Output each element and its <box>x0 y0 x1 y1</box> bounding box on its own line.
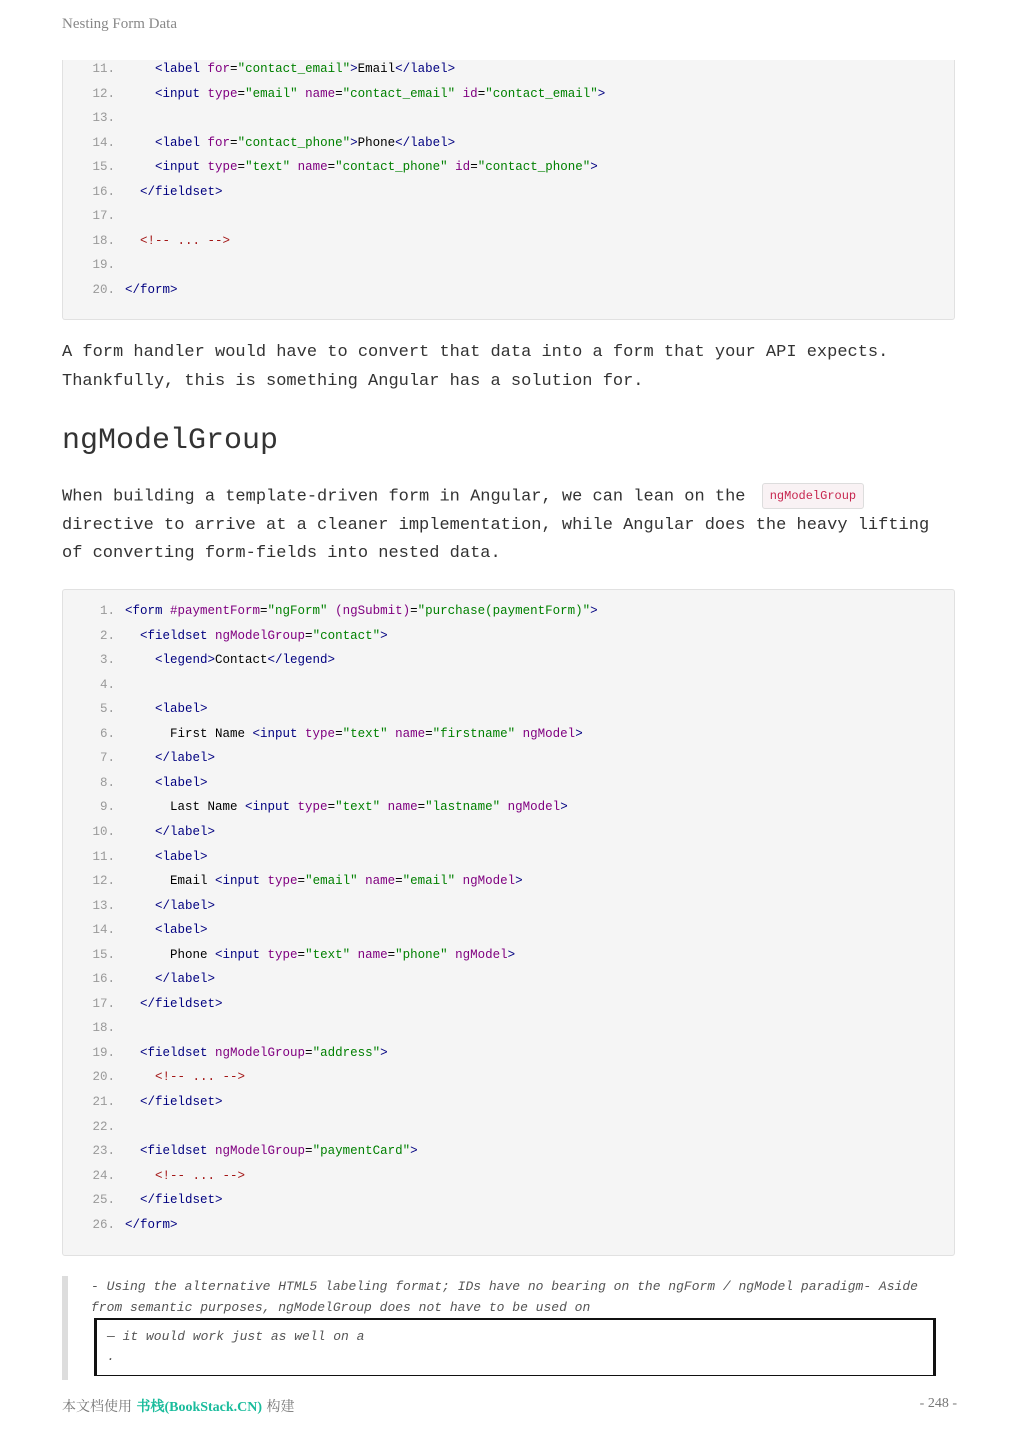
line-number: 12. <box>92 874 115 889</box>
line-number: 20. <box>92 1070 115 1085</box>
line-number: 22. <box>92 1119 115 1134</box>
paragraph-2 <box>62 483 957 569</box>
line-number: 21. <box>92 1095 115 1109</box>
line-number: 14. <box>92 923 115 938</box>
code-text: First Name <input type="text" name="firstname" ngModel> <box>125 726 583 741</box>
line-number: 3. <box>99 653 115 668</box>
line-number: 6. <box>99 726 115 741</box>
code-text: <form #paymentForm="ngForm" (ngSubmit)="purchase(paymentForm)"> <box>125 604 598 618</box>
line-number: 14. <box>92 135 115 150</box>
line-number: 19. <box>92 1045 115 1060</box>
paragraph-2-before: When building a template-driven form in Angular, we can lean on the <box>62 487 746 507</box>
line-number: 15. <box>92 947 115 962</box>
code-text: <fieldset ngModelGroup="address"> <box>140 1045 388 1060</box>
inline-code: ngModelGroup <box>762 483 864 509</box>
line-number: 13. <box>92 111 115 125</box>
line-number: 1. <box>99 604 115 618</box>
code-text: </fieldset> <box>140 1193 223 1208</box>
line-number: 2. <box>99 628 115 643</box>
code-text: <legend>Contact</legend> <box>155 653 336 668</box>
line-number: 8. <box>99 775 115 790</box>
code-text: <label> <box>155 923 208 938</box>
line-number: 20. <box>92 282 115 297</box>
blockquote-box-line-2: . <box>107 1349 115 1364</box>
code-text: </fieldset> <box>140 1095 223 1109</box>
line-number: 10. <box>92 824 115 839</box>
code-text: </label> <box>155 972 216 987</box>
footer-credit <box>62 1396 295 1416</box>
line-number: 17. <box>92 996 115 1011</box>
page-number: - 248 - <box>919 1396 957 1411</box>
code-text: <label> <box>155 775 208 790</box>
blockquote-bar <box>62 1276 68 1380</box>
code-block-1 <box>62 60 955 320</box>
line-number: 17. <box>92 209 115 223</box>
code-text: Last Name <input type="text" name="lastname" ngModel> <box>125 800 568 815</box>
line-number: 11. <box>92 849 115 864</box>
code-text: </fieldset> <box>140 996 223 1011</box>
code-text: <fieldset ngModelGroup="paymentCard"> <box>140 1144 418 1159</box>
blockquote-box-line-1: — it would work just as well on a <box>107 1329 365 1344</box>
line-number: 18. <box>92 1021 115 1036</box>
line-number: 23. <box>92 1144 115 1159</box>
code-block-2 <box>62 589 955 1256</box>
code-text: <label> <box>155 702 208 717</box>
section-heading: ngModelGroup <box>62 424 279 458</box>
code-text: <!-- ... --> <box>140 233 231 248</box>
line-number: 24. <box>92 1168 115 1183</box>
blockquote <box>62 1276 957 1380</box>
line-number: 18. <box>92 233 115 248</box>
line-number: 5. <box>99 702 115 717</box>
code-text: </fieldset> <box>140 184 223 199</box>
line-number: 19. <box>92 258 115 272</box>
code-text: </form> <box>125 282 178 297</box>
code-text: <!-- ... --> <box>155 1168 246 1183</box>
blockquote-text: - Using the alternative HTML5 labeling format; IDs have no bearing on the ngForm / ngModel paradigm- Aside from semantic purposes, ngModelGroup does not have to be used on <box>91 1279 918 1315</box>
code-text: <input type="email" name="contact_email" id="contact_email"> <box>155 86 606 101</box>
line-number: 4. <box>99 677 115 692</box>
footer-prefix: 本文档使用 <box>62 1399 137 1415</box>
code-text: <!-- ... --> <box>155 1070 246 1085</box>
line-number: 26. <box>92 1217 115 1232</box>
line-number: 16. <box>92 972 115 987</box>
line-number: 11. <box>92 62 115 76</box>
footer-suffix: 构建 <box>262 1399 295 1415</box>
line-number: 7. <box>99 751 115 766</box>
paragraph-1: A form handler would have to convert that data into a form that your API expects. Thankfully, this is something Angular has a solution for. <box>62 343 889 391</box>
code-text: </label> <box>155 751 216 766</box>
code-text: <label> <box>155 849 208 864</box>
line-number: 16. <box>92 184 115 199</box>
code-text: </label> <box>155 824 216 839</box>
line-number: 13. <box>92 898 115 913</box>
code-text: Phone <input type="text" name="phone" ngModel> <box>125 947 516 962</box>
paragraph-2-after: directive to arrive at a cleaner implementation, while Angular does the heavy lifting of converting form-fields into nested data. <box>62 515 930 564</box>
line-number: 12. <box>92 86 115 101</box>
code-text: <label for="contact_phone">Phone</label> <box>155 135 456 150</box>
footer-brand-link[interactable]: 书栈(BookStack.CN) <box>136 1400 263 1415</box>
line-number: 9. <box>99 800 115 815</box>
code-text: </label> <box>155 898 216 913</box>
code-text: <fieldset ngModelGroup="contact"> <box>140 628 388 643</box>
code-text: Email <input type="email" name="email" ngModel> <box>125 874 523 889</box>
code-text: <input type="text" name="contact_phone" id="contact_phone"> <box>155 160 598 174</box>
code-text: </form> <box>125 1217 178 1232</box>
blockquote-box <box>94 1318 936 1376</box>
page-header-title: Nesting Form Data <box>62 16 177 32</box>
line-number: 15. <box>92 160 115 174</box>
code-text: <label for="contact_email">Email</label> <box>155 62 456 76</box>
line-number: 25. <box>92 1193 115 1208</box>
